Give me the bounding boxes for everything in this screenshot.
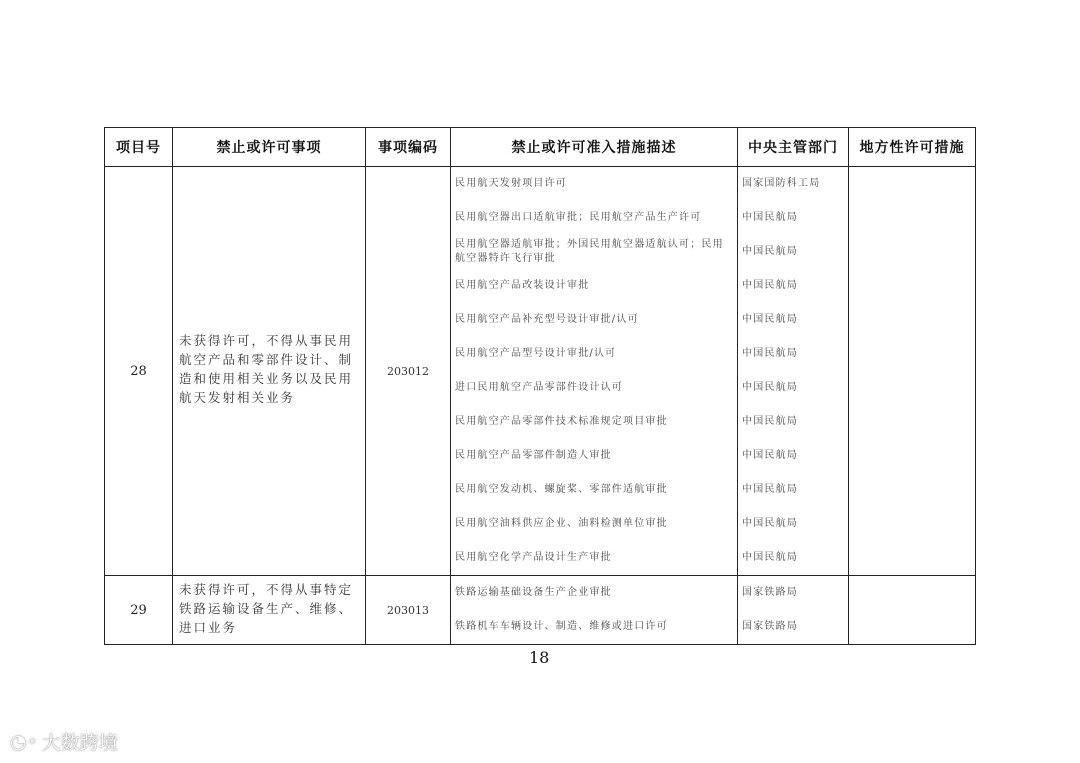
- permit-item: [173, 576, 366, 645]
- project-no: 29: [105, 576, 173, 645]
- item-code: 203013: [366, 576, 451, 645]
- measure-desc: 铁路运输基础设备生产企业审批: [455, 587, 612, 598]
- permit-item-text: 未获得许可，不得从事特定铁路运输设备生产、维修、进口业务: [179, 582, 354, 635]
- header-code: 事项编码: [366, 128, 451, 167]
- header-project-no: 项目号: [105, 128, 173, 167]
- local-measures: [849, 167, 976, 576]
- table-header-row: [105, 128, 976, 167]
- central-dept: 中国民航局: [742, 484, 798, 495]
- header-central-dept: 中央主管部门: [738, 128, 849, 167]
- item-code: 203012: [366, 167, 451, 576]
- permit-item: [173, 167, 366, 576]
- central-dept: 中国民航局: [742, 212, 798, 223]
- measure-desc: 民用航空产品零部件技术标准规定项目审批: [455, 416, 668, 427]
- table-row: [105, 167, 976, 576]
- header-measure-desc: 禁止或许可准入措施描述: [451, 128, 738, 167]
- central-departments: [738, 167, 849, 576]
- central-dept: 中国民航局: [742, 314, 798, 325]
- measure-desc: 民用航空器适航审批；外国民用航空器适航认可；民用航空器特许飞行审批: [455, 239, 724, 264]
- central-dept: 中国民航局: [742, 348, 798, 359]
- header-item: 禁止或许可事项: [173, 128, 366, 167]
- measure-desc: 民用航空化学产品设计生产审批: [455, 552, 612, 563]
- measure-desc: 民用航空器出口适航审批；民用航空产品生产许可: [455, 212, 702, 223]
- central-dept: 中国民航局: [742, 518, 798, 529]
- measure-desc: 民用航空产品改装设计审批: [455, 280, 590, 291]
- central-dept: 国家国防科工局: [742, 178, 821, 189]
- measure-desc: 民用航空发动机、螺旋桨、零部件适航审批: [455, 484, 668, 495]
- central-dept: 中国民航局: [742, 382, 798, 393]
- measure-desc: 铁路机车车辆设计、制造、维修或进口许可: [455, 621, 668, 632]
- measure-descriptions: [451, 576, 738, 645]
- central-dept: 中国民航局: [742, 552, 798, 563]
- central-departments: [738, 576, 849, 645]
- project-no: 28: [105, 167, 173, 576]
- measure-desc: 民用航空产品补充型号设计审批/认可: [455, 314, 639, 325]
- header-local-measures: 地方性许可措施: [849, 128, 976, 167]
- measure-desc: 民用航天发射项目许可: [455, 178, 567, 189]
- permit-item-text: 未获得许可，不得从事民用航空产品和零部件设计、制造和使用相关业务以及民用航天发射相关业务: [179, 333, 354, 405]
- measure-desc: 民用航空产品零部件制造人审批: [455, 450, 612, 461]
- central-dept: 国家铁路局: [742, 587, 798, 598]
- measure-desc: 民用航空油料供应企业、油料检测单位审批: [455, 518, 668, 529]
- measure-desc: 民用航空产品型号设计审批/认可: [455, 348, 617, 359]
- central-dept: 中国民航局: [742, 416, 798, 427]
- watermark-text: 大数跨境: [41, 732, 118, 754]
- page-number: 18: [529, 648, 550, 667]
- regulation-table: [104, 127, 976, 645]
- weibo-logo-icon: ◔◦: [10, 730, 38, 753]
- measure-descriptions: [451, 167, 738, 576]
- central-dept: 国家铁路局: [742, 621, 798, 632]
- local-measures: [849, 576, 976, 645]
- central-dept: 中国民航局: [742, 450, 798, 461]
- measure-desc: 进口民用航空产品零部件设计认可: [455, 382, 623, 393]
- central-dept: 中国民航局: [742, 280, 798, 291]
- table-row: [105, 576, 976, 645]
- watermark: [10, 728, 118, 755]
- central-dept: 中国民航局: [742, 246, 798, 257]
